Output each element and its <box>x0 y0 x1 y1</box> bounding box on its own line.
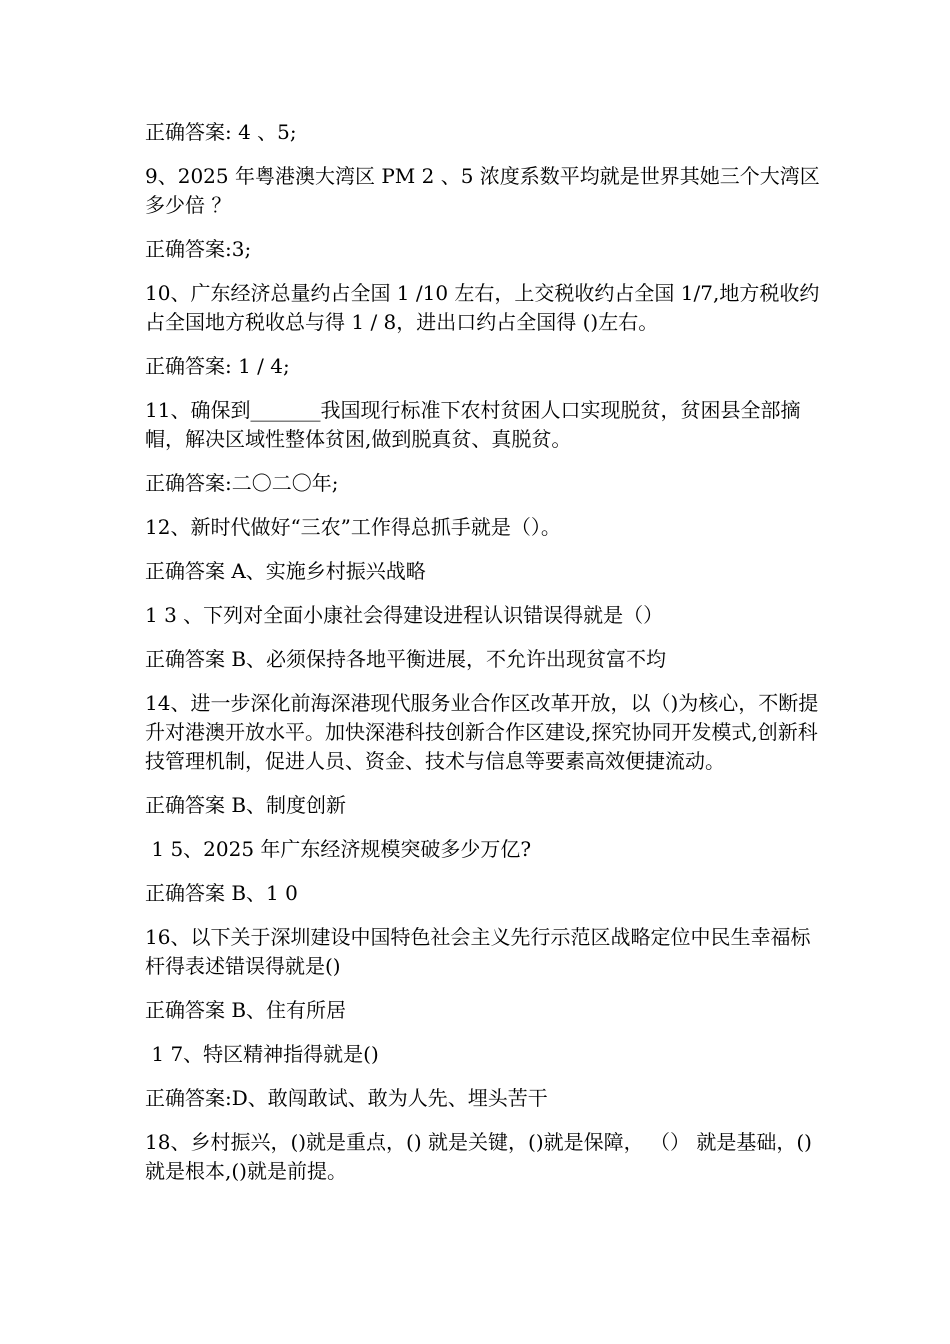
question-15: 1 5、2025 年广东经济规模突破多少万亿? <box>145 837 532 861</box>
question-9: 9、2025 年粤港澳大湾区 PM 2 、5 浓度系数平均就是世界其她三个大湾区多少倍 ？ <box>145 164 820 217</box>
question-18: 18、乡村振兴，()就是重点，() 就是关键，()就是保障， （） 就是基础，() 就是根本,()就是前提。 <box>145 1130 819 1183</box>
question-11: 11、确保到_______我国现行标准下农村贫困人口实现脱贫，贫困县全部摘帽，解决区域性整体贫困,做到脱真贫、真脱贫。 <box>145 398 801 451</box>
answer-line: 正确答案 A、实施乡村振兴战略 <box>145 559 426 583</box>
answer-line: 正确答案:D、敢闯敢试、敢为人先、埋头苦干 <box>145 1086 548 1110</box>
question-16: 16、以下关于深圳建设中国特色社会主义先行示范区战略定位中民生幸福标杆得表述错误得就是() <box>145 925 811 978</box>
answer-line: 正确答案: 4 、5; <box>145 120 297 144</box>
document-page <box>145 118 825 1201</box>
question-14: 14、进一步深化前海深港现代服务业合作区改革开放，以（)为核心，不断提升对港澳开放水平。加快深港科技创新合作区建设,探究协同开发模式,创新科技管理机制，促进人员、资金、技术与信息等要素高效便捷流动。 <box>145 691 819 773</box>
question-12: 12、新时代做好“三农”工作得总抓手就是（）。 <box>145 515 561 539</box>
answer-line: 正确答案 B、住有所居 <box>145 998 347 1022</box>
answer-line: 正确答案 B、1 0 <box>145 881 298 905</box>
question-10: 10、广东经济总量约占全国 1 /10 左右，上交税收约占全国 1/7,地方税收约占全国地方税收总与得 1 / 8，进出口约占全国得 ()左右。 <box>145 281 820 334</box>
question-17: 1 7、特区精神指得就是() <box>145 1042 379 1066</box>
question-13: 1 3 、下列对全面小康社会得建设进程认识错误得就是（） <box>145 603 664 627</box>
answer-line: 正确答案:二〇二〇年; <box>145 471 339 495</box>
answer-line: 正确答案 B、制度创新 <box>145 793 347 817</box>
answer-line: 正确答案: 1 / 4; <box>145 354 290 378</box>
answer-line: 正确答案:3; <box>145 237 252 261</box>
answer-line: 正确答案 B、必须保持各地平衡进展，不允许出现贫富不均 <box>145 647 667 671</box>
